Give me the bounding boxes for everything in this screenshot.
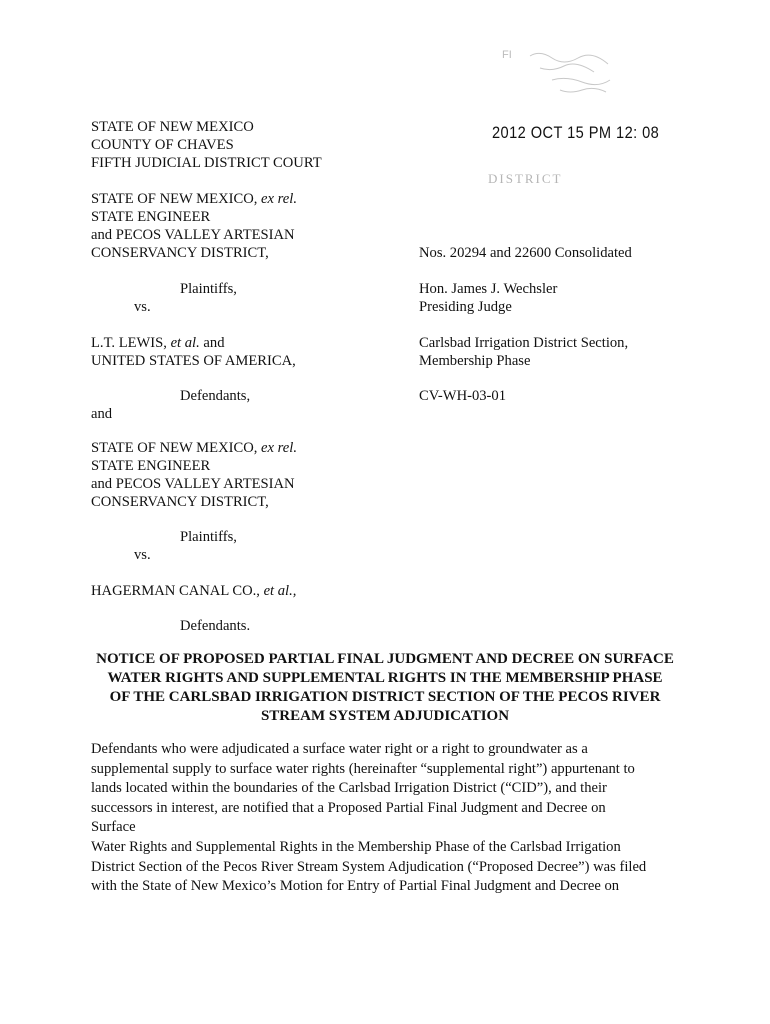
- court-county: COUNTY OF CHAVES: [91, 137, 234, 153]
- case-id: CV-WH-03-01: [419, 388, 507, 404]
- caption1-et-al: et al.: [170, 335, 200, 351]
- caption2-party-line3: and PECOS VALLEY ARTESIAN: [91, 476, 295, 492]
- caption1-and: and: [199, 335, 225, 351]
- body-line5: Water Rights and Supplemental Rights in the Membership Phase of the Carlsbad Irrigation: [91, 838, 621, 855]
- section-line2: Membership Phase: [419, 353, 531, 369]
- notice-title-line4: STREAM SYSTEM ADJUDICATION: [260, 708, 510, 724]
- caption2-et-al: et al.,: [263, 583, 297, 599]
- faint-district-stamp: DISTRICT: [488, 171, 563, 186]
- caption2-defendant-name: HAGERMAN CANAL CO.,: [91, 583, 264, 599]
- notice-title-line3: OF THE CARLSBAD IRRIGATION DISTRICT SECTION OF THE PECOS RIVER: [109, 689, 661, 705]
- caption2-party-line2: STATE ENGINEER: [91, 458, 211, 474]
- court-name: FIFTH JUDICIAL DISTRICT COURT: [91, 155, 322, 171]
- caption1-ex-rel: ex rel.: [261, 191, 297, 207]
- caption1-defendant-line2: UNITED STATES OF AMERICA,: [91, 353, 296, 369]
- caption1-party-line1: [91, 190, 297, 208]
- notice-title: [80, 650, 690, 726]
- body-line7: with the State of New Mexico’s Motion for Entry of Partial Final Judgment and Decree on: [91, 878, 620, 895]
- caption1-defendant-line1: [91, 334, 225, 352]
- body-line2: supplemental supply to surface water rights (hereinafter “supplemental right”) appurtenant to: [91, 760, 635, 777]
- caption2-ex-rel: ex rel.: [261, 440, 297, 456]
- caption1-vs: vs.: [134, 299, 151, 315]
- body-line6: District Section of the Pecos River Stream System Adjudication (“Proposed Decree”) was filed: [91, 858, 647, 875]
- judge-name: Hon. James J. Wechsler: [419, 281, 558, 297]
- caption2-party-line1: [91, 439, 297, 457]
- caption2-defendant-line1: [91, 582, 296, 600]
- caption1-defendants: Defendants,: [180, 388, 251, 404]
- notice-body: [91, 740, 651, 897]
- caption2-vs: vs.: [134, 547, 151, 563]
- stamp-smudge-graphic: [500, 44, 630, 100]
- caption1-defendant-name: L.T. LEWIS,: [91, 335, 171, 351]
- case-numbers: Nos. 20294 and 22600 Consolidated: [419, 245, 632, 261]
- caption1-party-line4: CONSERVANCY DISTRICT,: [91, 245, 269, 261]
- judge-title: Presiding Judge: [419, 299, 512, 315]
- notice-title-line2: WATER RIGHTS AND SUPPLEMENTAL RIGHTS IN THE MEMBERSHIP PHASE: [107, 670, 663, 686]
- court-state: STATE OF NEW MEXICO: [91, 119, 254, 135]
- body-line3: lands located within the boundaries of the Carlsbad Irrigation District (“CID”), and their: [91, 780, 607, 797]
- caption2-party-line4: CONSERVANCY DISTRICT,: [91, 494, 269, 510]
- received-mark: FI: [502, 49, 512, 61]
- section-line1: Carlsbad Irrigation District Section,: [419, 335, 629, 351]
- caption1-plaintiffs: Plaintiffs,: [180, 281, 237, 297]
- caption2-plaintiffs: Plaintiffs,: [180, 529, 237, 545]
- caption2-party-state: STATE OF NEW MEXICO,: [91, 440, 262, 456]
- caption1-party-state: STATE OF NEW MEXICO,: [91, 191, 262, 207]
- caption2-defendants: Defendants.: [180, 618, 251, 634]
- caption-and: and: [91, 406, 113, 422]
- caption1-party-line3: and PECOS VALLEY ARTESIAN: [91, 227, 295, 243]
- notice-title-line1: NOTICE OF PROPOSED PARTIAL FINAL JUDGMENT AND DECREE ON SURFACE: [96, 651, 674, 667]
- body-line4: successors in interest, are notified that a Proposed Partial Final Judgment and Decree on Surface: [91, 799, 606, 836]
- body-line1: Defendants who were adjudicated a surface water right or a right to groundwater as a: [91, 741, 588, 757]
- caption1-party-line2: STATE ENGINEER: [91, 209, 211, 225]
- filed-timestamp: 2012 OCT 15 PM 12: 08: [492, 123, 660, 142]
- received-stamp: [500, 44, 630, 100]
